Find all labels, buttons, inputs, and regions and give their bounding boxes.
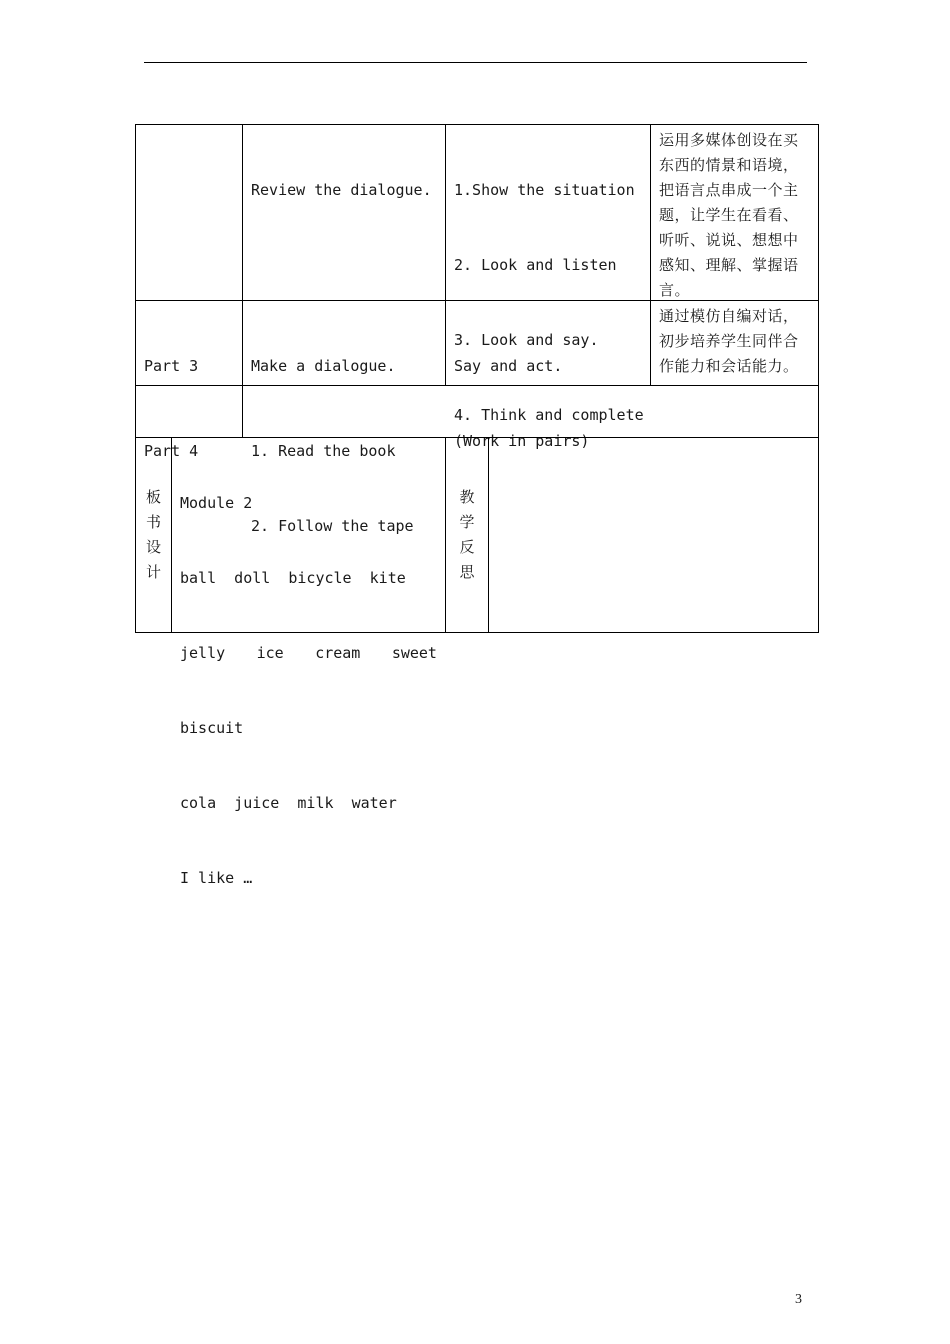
reflection-label-char-1: 教 — [459, 488, 475, 506]
board-label-char-2: 书 — [145, 513, 161, 531]
part3-purpose-cell — [650, 300, 819, 386]
board-line-4: biscuit — [180, 719, 244, 737]
board-line-5: cola juice milk water — [180, 794, 397, 812]
board-label-cell — [135, 437, 172, 633]
board-line-6: I like … — [180, 869, 253, 887]
review-purpose-cell — [650, 124, 819, 301]
part3-label: Part 3 — [144, 357, 199, 375]
reflection-label-cell — [445, 437, 489, 633]
review-activity-cell — [242, 124, 446, 301]
part3-activity: Make a dialogue. — [251, 357, 396, 375]
board-label-char-3: 设 — [145, 538, 161, 556]
reflection-content-cell — [488, 437, 819, 633]
board-line-1: Module 2 — [180, 494, 253, 512]
board-line-2: ball doll bicycle kite — [180, 569, 406, 587]
part3-part-cell — [135, 300, 243, 386]
board-word-ice: ice — [256, 644, 284, 662]
review-purpose: 运用多媒体创设在买东西的情景和语境，把语言点串成一个主题，让学生在看看、听听、说说、想想中感知、理解、掌握语言。 — [659, 131, 799, 299]
board-word-jelly: jelly — [180, 644, 226, 662]
review-step-4: 4. Think and complete — [454, 406, 644, 424]
review-part-cell — [135, 124, 243, 301]
review-step-2: 2. Look and listen — [454, 256, 617, 274]
board-word-cream: cream — [315, 644, 361, 662]
part3-purpose: 通过模仿自编对话，初步培养学生同伴合作能力和会话能力。 — [659, 307, 799, 375]
part4-part-cell — [135, 385, 243, 460]
part3-step-1: Say and act. — [454, 357, 563, 375]
page-number: 3 — [795, 1292, 802, 1307]
part3-step-2: (Work in pairs) — [454, 432, 590, 450]
part3-activity-cell — [242, 300, 446, 386]
review-step-1: 1.Show the situation — [454, 181, 635, 199]
header-rule — [144, 62, 807, 63]
part4-step-2: 2. Follow the tape — [251, 517, 414, 535]
board-label-char-4: 计 — [145, 563, 161, 581]
part4-step-1: 1. Read the book — [251, 442, 396, 460]
board-word-sweet: sweet — [391, 644, 437, 662]
reflection-label-char-4: 思 — [459, 563, 475, 581]
review-activity: Review the dialogue. — [251, 181, 432, 199]
part4-label: Part 4 — [144, 442, 199, 460]
board-content-cell — [171, 437, 446, 887]
review-step-3: 3. Look and say. — [454, 331, 599, 349]
reflection-label-char-3: 反 — [459, 538, 475, 556]
reflection-label-char-2: 学 — [459, 513, 475, 531]
board-line-3 — [180, 641, 437, 666]
board-label-char-1: 板 — [145, 488, 161, 506]
